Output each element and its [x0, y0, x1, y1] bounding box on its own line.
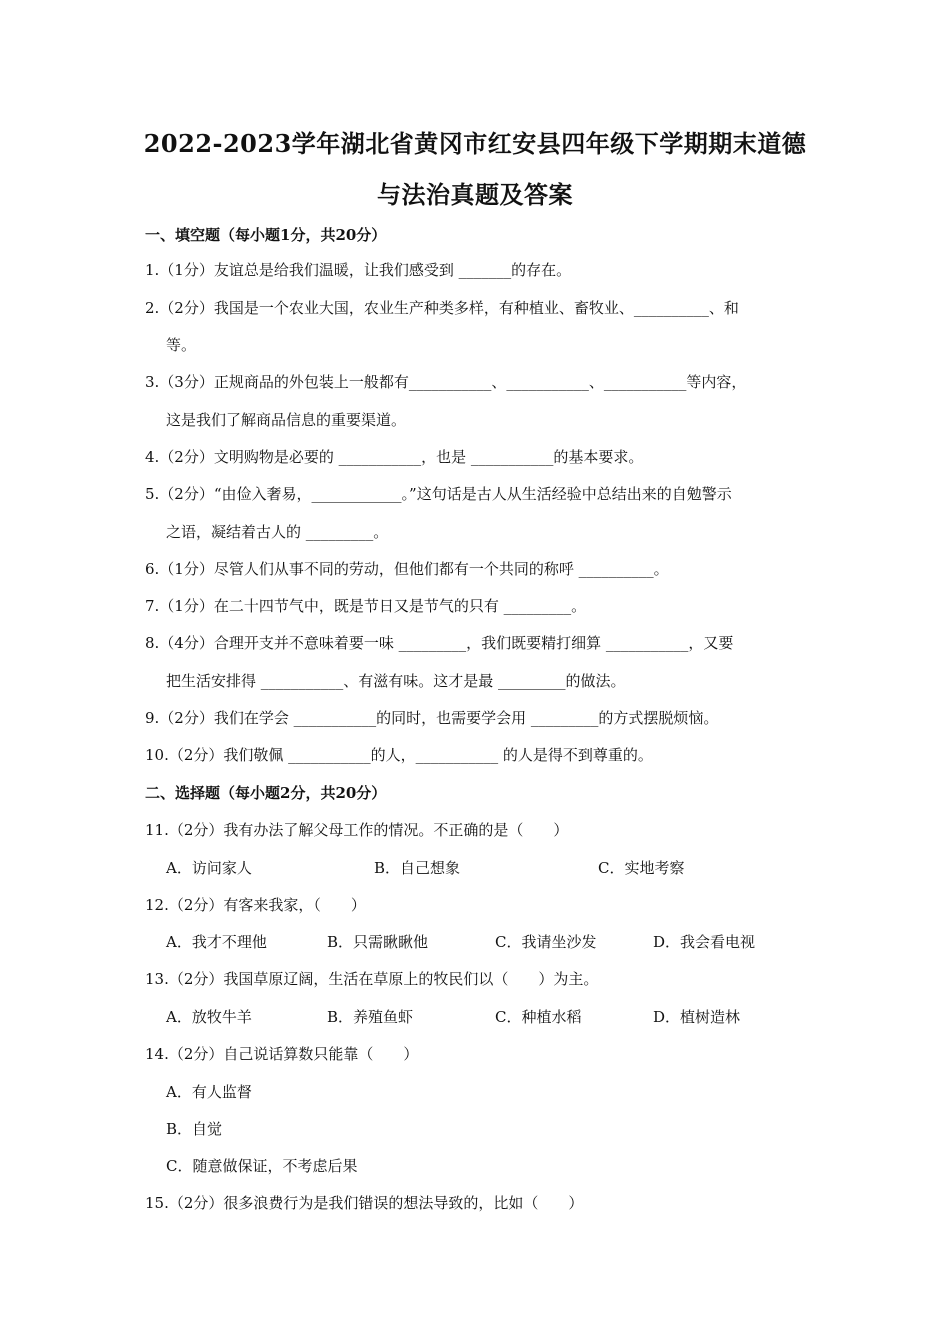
- question-3-continued: 这是我们了解商品信息的重要渠道。: [166, 411, 407, 429]
- question-7: 7.（1分）在二十四节气中，既是节日又是节气的只有 _________。: [145, 597, 587, 615]
- question-11-option-a: A．访问家人: [166, 859, 252, 877]
- question-11-option-b: B．自己想象: [374, 859, 461, 877]
- question-9: 9.（2分）我们在学会 ___________的同时，也需要学会用 _________的方式摆脱烦恼。: [145, 709, 719, 727]
- question-2-continued: 等。: [166, 336, 197, 354]
- section-heading-multiple-choice: 二、选择题（每小题2分，共20分）: [145, 784, 387, 802]
- question-12: 12.（2分）有客来我家，（ ）: [145, 896, 366, 914]
- question-1: 1.（1分）友谊总是给我们温暖，让我们感受到 _______的存在。: [145, 261, 572, 279]
- document-title-line-2: 与法治真题及答案: [377, 180, 573, 209]
- question-12-option-d: D．我会看电视: [653, 933, 756, 951]
- question-8-continued: 把生活安排得 ___________、有滋有味。这才是最 _________的做法。: [166, 672, 626, 690]
- question-11: 11.（2分）我有办法了解父母工作的情况。不正确的是（ ）: [145, 821, 569, 839]
- question-10: 10.（2分）我们敬佩 ___________的人，___________ 的人是得不到尊重的。: [145, 746, 653, 764]
- question-13-option-c: C．种植水稻: [495, 1008, 582, 1026]
- question-13: 13.（2分）我国草原辽阔，生活在草原上的牧民们以（ ）为主。: [145, 970, 599, 988]
- question-13-option-b: B．养殖鱼虾: [327, 1008, 414, 1026]
- question-14: 14.（2分）自己说话算数只能靠（ ）: [145, 1045, 419, 1063]
- question-13-option-d: D．植树造林: [653, 1008, 741, 1026]
- question-8: 8.（4分）合理开支并不意味着要一味 _________，我们既要精打细算 ___________，又要: [145, 634, 734, 652]
- question-13-option-a: A．放牧牛羊: [166, 1008, 252, 1026]
- question-15: 15.（2分）很多浪费行为是我们错误的想法导致的，比如（ ）: [145, 1194, 584, 1212]
- question-14-option-c: C．随意做保证，不考虑后果: [166, 1157, 358, 1175]
- question-12-option-b: B．只需瞅瞅他: [327, 933, 429, 951]
- question-5: 5.（2分）“由俭入奢易，____________。”这句话是古人从生活经验中总结出来的自勉警示: [145, 485, 732, 503]
- question-3: 3.（3分）正规商品的外包装上一般都有___________、___________、___________等内容，: [145, 373, 747, 391]
- question-4: 4.（2分）文明购物是必要的 ___________，也是 ___________的基本要求。: [145, 448, 644, 466]
- question-14-option-a: A．有人监督: [166, 1083, 252, 1101]
- question-14-option-b: B．自觉: [166, 1120, 223, 1138]
- question-6: 6.（1分）尽管人们从事不同的劳动，但他们都有一个共同的称呼 __________。: [145, 560, 669, 578]
- question-12-option-a: A．我才不理他: [166, 933, 267, 951]
- question-12-option-c: C．我请坐沙发: [495, 933, 597, 951]
- question-2: 2.（2分）我国是一个农业大国，农业生产种类多样，有种植业、畜牧业、__________、和: [145, 299, 739, 317]
- document-title-line-1: 2022-2023学年湖北省黄冈市红安县四年级下学期期末道德: [143, 129, 807, 158]
- question-5-continued: 之语，凝结着古人的 _________。: [166, 523, 389, 541]
- section-heading-fill-blank: 一、填空题（每小题1分，共20分）: [145, 226, 387, 244]
- question-11-option-c: C．实地考察: [598, 859, 685, 877]
